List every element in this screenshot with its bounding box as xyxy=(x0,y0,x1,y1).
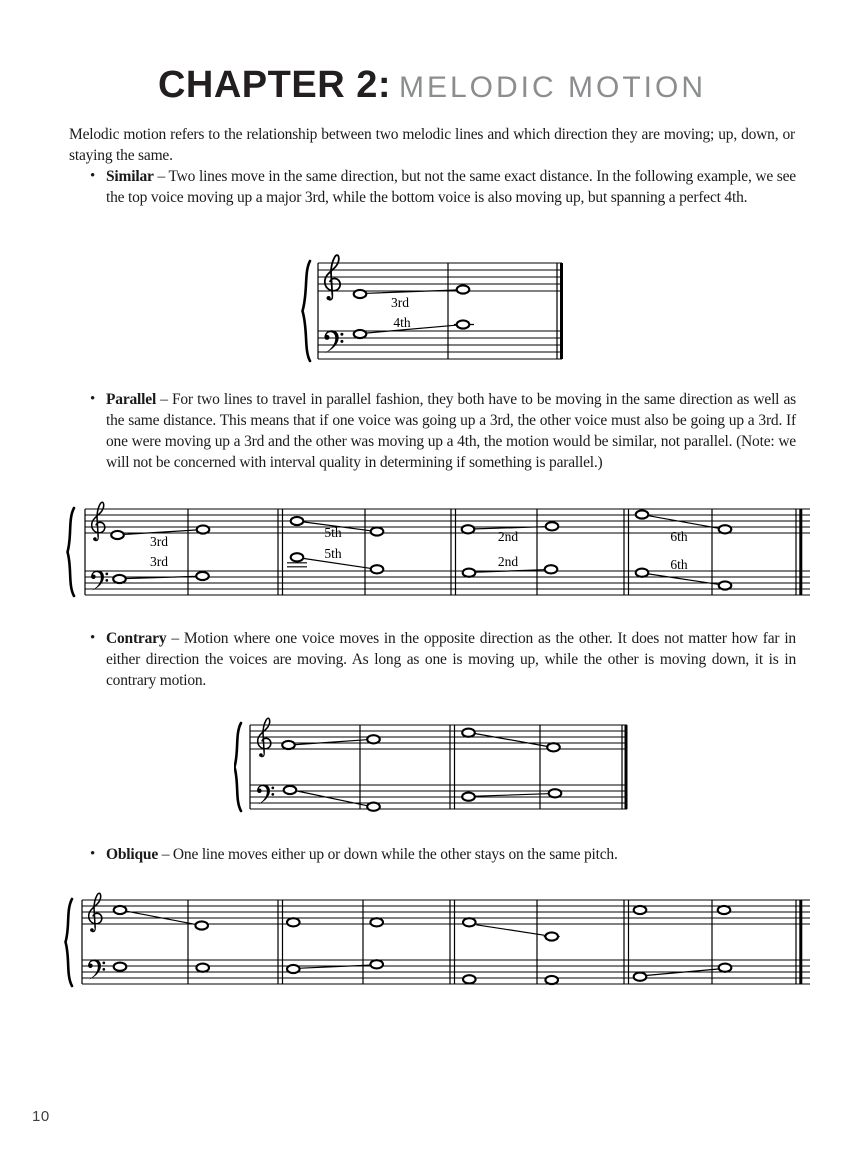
bass-clef-icon xyxy=(324,330,343,353)
ledger-lines xyxy=(287,563,307,567)
interval-label: 3rd xyxy=(391,295,409,310)
bullet-term: Similar xyxy=(106,168,154,185)
treble-clef-icon xyxy=(92,502,105,541)
treble-clef-icon xyxy=(325,255,340,300)
staff-lines xyxy=(318,263,562,359)
bass-clef-icon xyxy=(91,570,108,591)
staff-lines xyxy=(82,900,810,984)
bullet-item-similar xyxy=(88,166,796,208)
interval-label: 3rd xyxy=(150,554,168,569)
bass-clef-icon xyxy=(88,959,105,980)
staff-brace-icon xyxy=(303,261,311,361)
chapter-number-heading: CHAPTER 2: xyxy=(157,64,391,106)
bullet-item-parallel xyxy=(88,389,796,473)
interval-label: 6th xyxy=(670,529,688,544)
similar-motion-notation xyxy=(300,246,570,372)
whole-notes xyxy=(111,510,731,589)
treble-clef-icon xyxy=(258,718,271,757)
motion-lines xyxy=(296,734,549,806)
interval-label: 4th xyxy=(393,315,411,330)
bullet-icon: • xyxy=(90,846,96,862)
staff-brace-icon xyxy=(235,723,242,811)
bass-clef-icon xyxy=(257,784,274,805)
bullet-text: – Two lines move in the same direction, but not the same exact distance. In the following example, we see the top voice moving up a major 3rd, while the bottom voice is also moving up, but spanning a perfect 4th. xyxy=(106,168,796,206)
interval-label: 5th xyxy=(324,525,342,540)
bullet-text: – One line moves either up or down while the other stays on the same pitch. xyxy=(161,846,618,863)
bullet-term: Parallel xyxy=(106,391,157,408)
bullet-icon: • xyxy=(90,630,96,646)
bullet-text: – For two lines to travel in parallel fashion, they both have to be moving in the same direction as well as the same distance. This means that if one voice was going up a 3rd, the other voice must also be going up a 3rd. If one were moving up a 3rd and the other was moving up a 4th, the motion would be similar, not parallel. (Note: we will not be concerned with interval quality in determining if something is parallel.) xyxy=(106,391,796,471)
bullet-icon: • xyxy=(90,168,96,184)
contrary-motion-notation xyxy=(234,704,646,822)
bullet-icon: • xyxy=(90,391,96,407)
bullet-item-oblique xyxy=(88,844,796,865)
motion-lines xyxy=(367,290,456,333)
interval-label: 5th xyxy=(324,546,342,561)
interval-label: 3rd xyxy=(150,534,168,549)
staff-brace-icon xyxy=(66,899,73,986)
parallel-motion-notation xyxy=(66,488,818,606)
chapter-subject-heading: MELODIC MOTION xyxy=(399,71,707,104)
bullet-term: Oblique xyxy=(106,846,159,863)
bullet-term: Contrary xyxy=(106,630,167,647)
barlines xyxy=(85,509,801,595)
intro-paragraph: Melodic motion refers to the relationship between two melodic lines and which direction they are moving; up, down, or staying the same. xyxy=(69,125,795,164)
bullet-item-contrary xyxy=(88,628,796,691)
barlines xyxy=(250,725,626,809)
interval-label: 2nd xyxy=(497,554,519,569)
staff-brace-icon xyxy=(68,508,75,596)
oblique-motion-notation xyxy=(64,891,816,999)
bullet-text: – Motion where one voice moves in the opposite direction as the other. It does not matter how far in either direction the voices are moving. As long as one is moving up, while the other is moving down, it is in contrary motion. xyxy=(106,630,796,689)
staff-lines xyxy=(250,725,627,809)
interval-label: 2nd xyxy=(497,529,519,544)
page-title xyxy=(0,64,864,107)
interval-label: 6th xyxy=(670,557,688,572)
page-number: 10 xyxy=(32,1108,50,1125)
treble-clef-icon xyxy=(89,893,102,932)
